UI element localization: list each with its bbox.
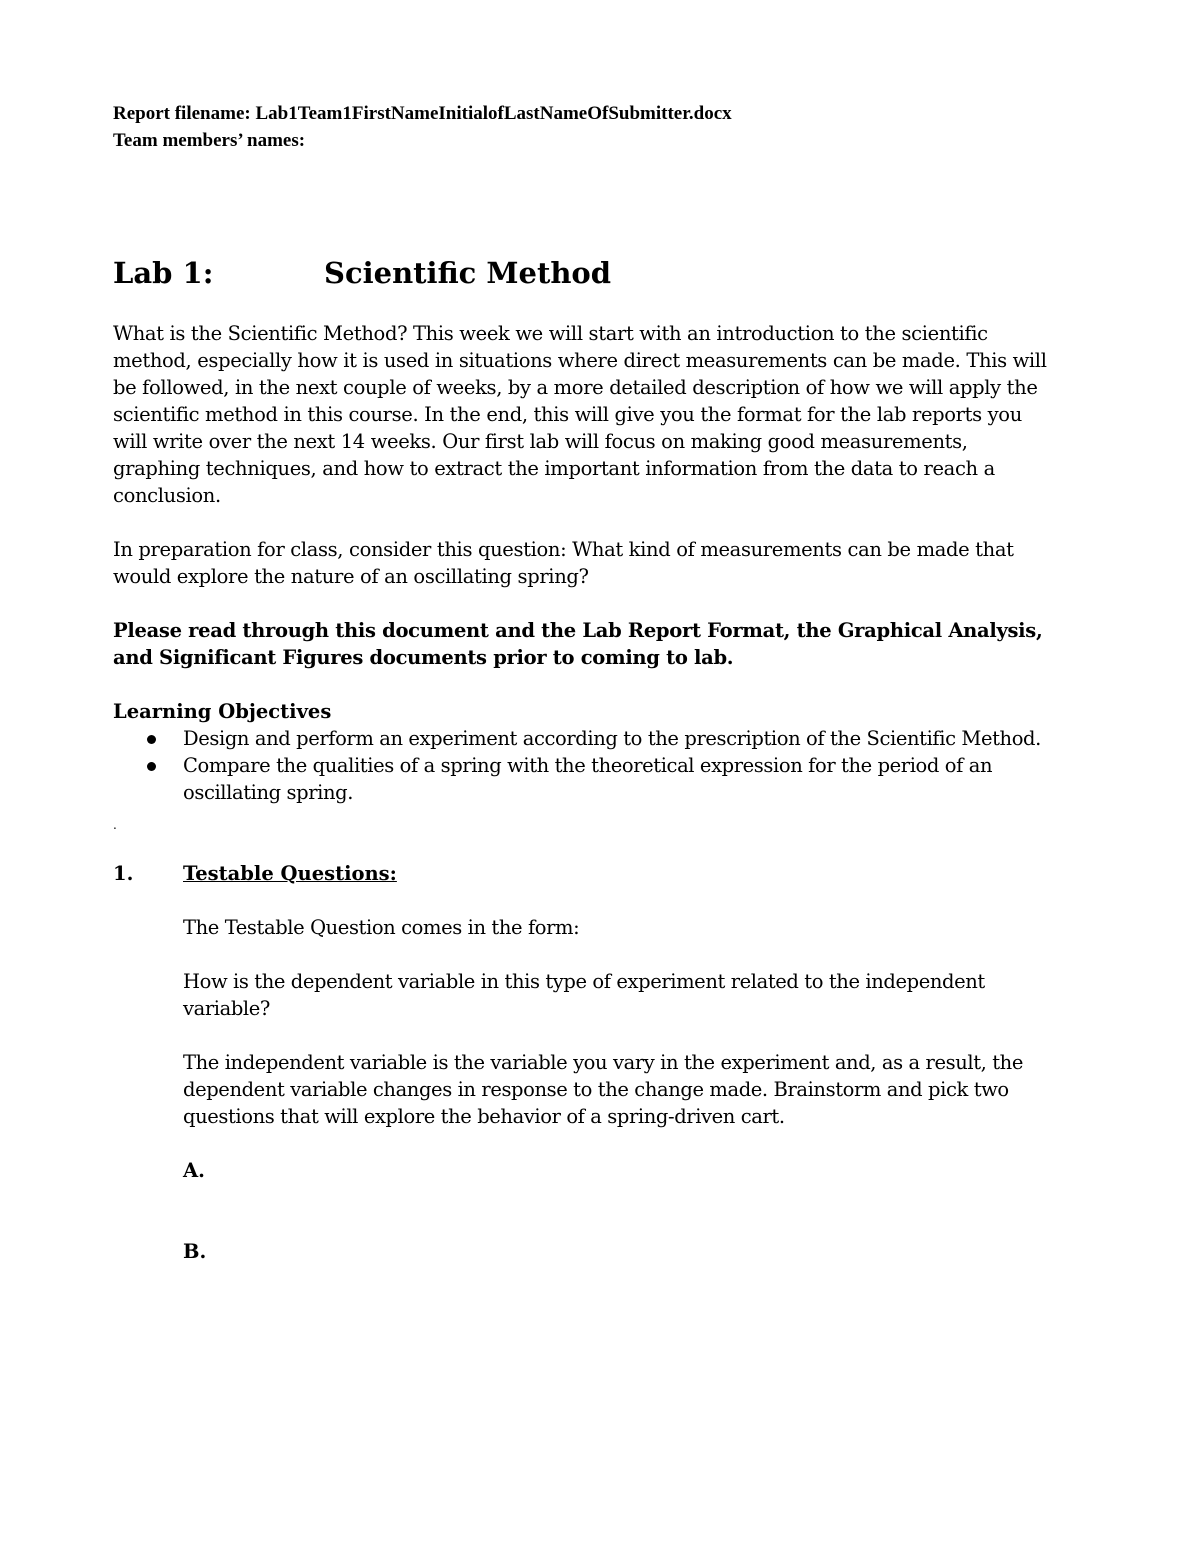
reading-instruction: Please read through this document and the Lab Report Format, the Graphical Analysis, and Significant Figures documents prior to coming to lab. bbox=[113, 619, 1043, 669]
objective-text: Compare the qualities of a spring with the theoretical expression for the period of an oscillating spring. bbox=[183, 754, 993, 804]
answer-a-label: A. bbox=[183, 1159, 205, 1182]
testable-question-form: How is the dependent variable in this type of experiment related to the independent variable? bbox=[183, 970, 985, 1020]
learning-objectives-list bbox=[113, 725, 1053, 806]
report-filename: Report filename: Lab1Team1FirstNameInitialofLastNameOfSubmitter.docx bbox=[113, 103, 732, 124]
objective-text: Design and perform an experiment according to the prescription of the Scientific Method. bbox=[183, 727, 1041, 750]
stray-period: . bbox=[113, 818, 117, 832]
page-title bbox=[113, 253, 1053, 293]
bullet-icon bbox=[147, 735, 156, 744]
bullet-icon bbox=[147, 762, 156, 771]
intro-paragraph: What is the Scientific Method? This week we will start with an introduction to the scientific method, especially how it is used in situations where direct measurements can be made. This will be followed, in the next couple of weeks, by a more detailed description of how we will apply the scientific method in this course. In the end, this will give you the format for the lab reports you will write over the next 14 weeks. Our first lab will focus on making good measurements, graphing techniques, and how to extract the important information from the data to reach a conclusion. bbox=[113, 322, 1047, 507]
section-testable-questions bbox=[113, 860, 1053, 887]
list-item bbox=[113, 752, 1053, 806]
learning-objectives-heading: Learning Objectives bbox=[113, 700, 332, 723]
answer-b-label: B. bbox=[183, 1240, 207, 1263]
section-number: 1. bbox=[113, 862, 134, 885]
title-lab-number: Lab 1: bbox=[113, 256, 214, 290]
team-members-label: Team members’ names: bbox=[113, 130, 306, 151]
testable-question-intro: The Testable Question comes in the form: bbox=[183, 916, 580, 939]
preparation-paragraph: In preparation for class, consider this question: What kind of measurements can be made that would explore the nature of an oscillating spring? bbox=[113, 538, 1014, 588]
list-item bbox=[113, 725, 1053, 752]
variable-explanation: The independent variable is the variable you vary in the experiment and, as a result, the dependent variable changes in response to the change made. Brainstorm and pick two questions that will explore the behavior of a spring-driven cart. bbox=[183, 1051, 1023, 1128]
title-lab-name: Scientific Method bbox=[324, 256, 612, 290]
section-heading: Testable Questions: bbox=[183, 862, 397, 885]
document-body bbox=[113, 100, 1053, 1265]
